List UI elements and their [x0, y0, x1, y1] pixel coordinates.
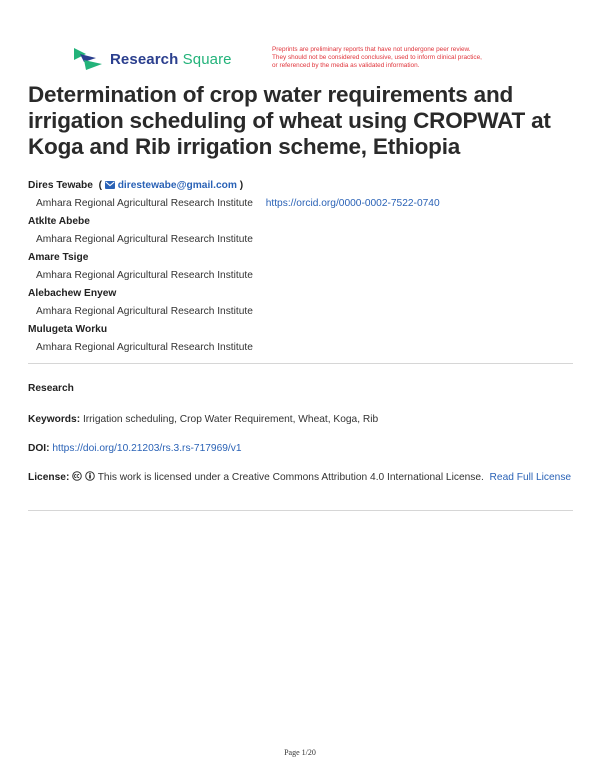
research-square-logo[interactable] [74, 48, 232, 70]
paper-title: Determination of crop water requirements and irrigation scheduling of wheat using CROPWAT at Koga and Rib irrigation scheme, Ethiopia [28, 82, 551, 159]
keywords-label: Keywords: [28, 414, 81, 425]
license-text: This work is licensed under a Creative Commons Attribution 4.0 International License. [97, 472, 484, 483]
section-divider [28, 363, 573, 364]
by-icon [85, 471, 95, 481]
license-label: License: [28, 472, 70, 483]
author-affiliation: Amhara Regional Agricultural Research Institute [36, 342, 253, 353]
read-full-license-link[interactable]: Read Full License [489, 472, 572, 483]
author-name: Amare Tsige [28, 252, 89, 263]
header [74, 46, 554, 76]
doi-label: DOI: [28, 443, 50, 454]
author-email-link[interactable]: direstewabe@gmail.com [117, 180, 237, 191]
author-affiliation: Amhara Regional Agricultural Research Institute [36, 270, 253, 281]
cc-icon [72, 471, 82, 481]
section-divider [28, 510, 573, 511]
author-affiliation: Amhara Regional Agricultural Research Institute [36, 234, 253, 245]
author-name: Atklte Abebe [28, 216, 90, 227]
author-email-group: ( direstewabe@gmail.com ) [95, 180, 244, 191]
disclaimer-line-2: They should not be considered conclusive, used to inform clinical practice, [272, 54, 482, 62]
author-name: Dires Tewabe ( direstewabe@gmail.com ) [28, 180, 244, 191]
license [28, 470, 573, 486]
author-affiliation: Amhara Regional Agricultural Research Institute [36, 306, 253, 317]
article-type: Research [28, 383, 74, 394]
doi-link[interactable]: https://doi.org/10.21203/rs.3.rs-717969/v1 [52, 443, 242, 454]
keywords-value: Irrigation scheduling, Crop Water Requirement, Wheat, Koga, Rib [82, 414, 379, 425]
research-square-logo-icon [74, 48, 102, 70]
envelope-icon [105, 181, 115, 189]
brand-name: Research Square [110, 50, 232, 68]
license-icons [72, 471, 95, 486]
doi [28, 441, 573, 456]
orcid-link[interactable]: https://orcid.org/0000-0002-7522-0740 [265, 198, 440, 209]
keywords [28, 412, 573, 427]
author-affiliation: Amhara Regional Agricultural Research Institute https://orcid.org/0000-0002-7522-0740 [36, 198, 440, 209]
author-name: Mulugeta Worku [28, 324, 108, 335]
author-name: Alebachew Enyew [28, 288, 117, 299]
disclaimer-line-1: Preprints are preliminary reports that have not undergone peer review. [272, 46, 471, 53]
author-list [28, 177, 573, 357]
disclaimer-line-3: or referenced by the media as validated information. [272, 62, 420, 70]
page-number: Page 1/20 [284, 748, 316, 757]
preprint-disclaimer [272, 46, 562, 71]
